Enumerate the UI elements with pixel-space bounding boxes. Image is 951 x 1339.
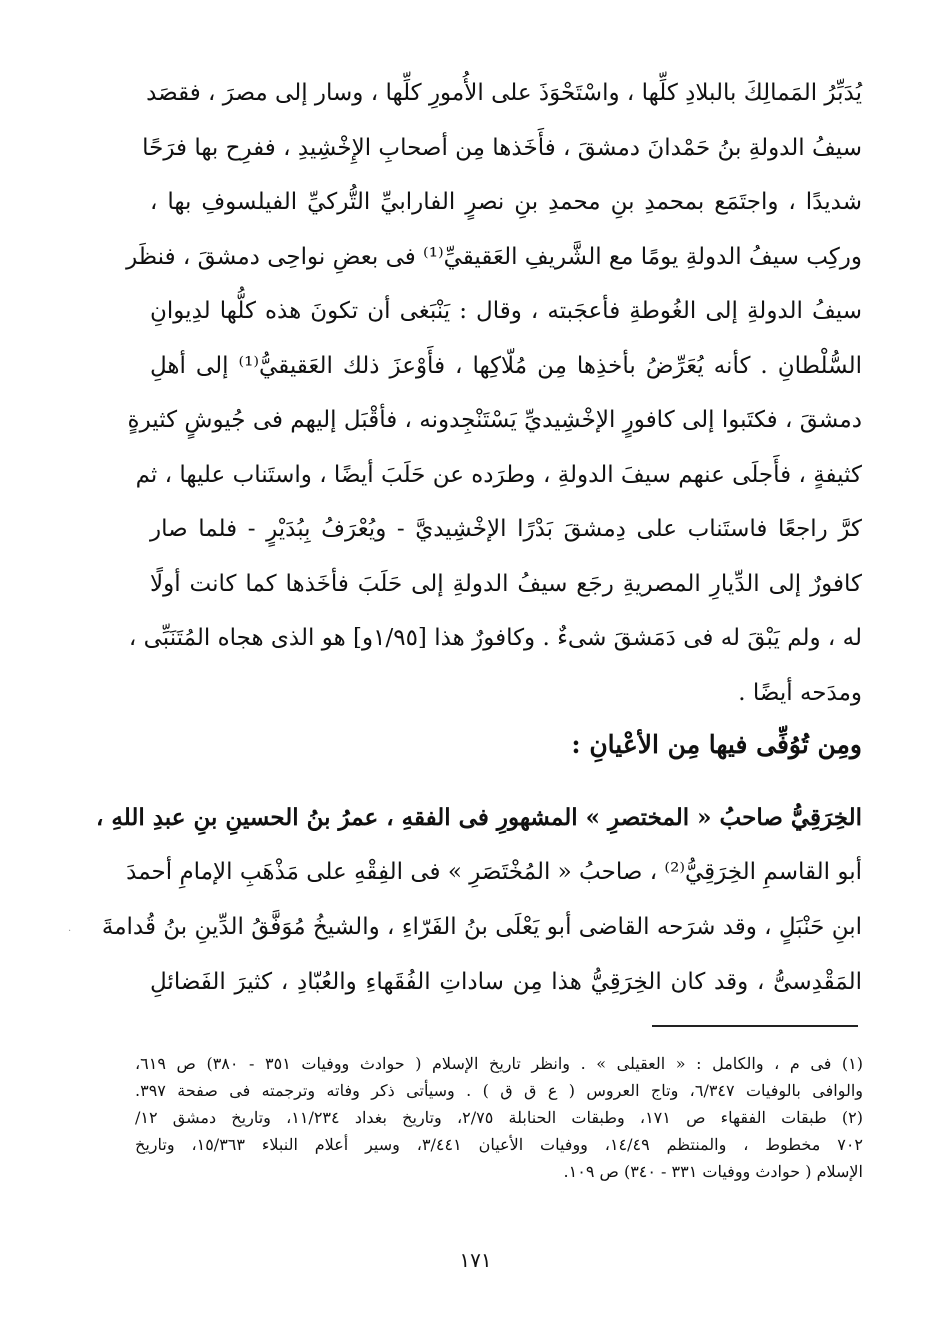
text-line: كثيفةٍ ، فأَجلَى عنهم سيفَ الدولةِ ، وطرَده عن حَلَبَ أيضًا ، واستَناب عليها ، ثم [135,461,862,488]
footnote-line: والوافى بالوفيات ٦/٣٤٧، وتاج العروس ( ع ق ق ) . وسيأتى ذكر وفاته وترجمته فى صفحة ٣٩٧. [135,1081,863,1100]
footnote-line: ٧٠٢ مخطوط ، والمنتظم ١٤/٤٩، ووفيات الأعيان ٣/٤٤١، وسير أعلام النبلاء ١٥/٣٦٣، وتاريخ [135,1135,863,1154]
text-line: يُدَبِّرُ المَمالِكَ بالبلادِ كلِّها ، واسْتَحْوَذَ على الأُمورِ كلِّها ، وسار إلى مصرَ ، فقصَد [146,80,862,106]
footnote-separator [652,1025,858,1027]
scan-speck: · [68,926,72,937]
text-line: سيفُ الدولةِ بنُ حَمْدانَ دمشقَ ، فأَخَذها مِن أصحابِ الإِخْشِيدِ ، ففرِح بها فرَحًا [142,134,862,161]
text-line: دمشقَ ، فكتَبوا إلى كافورٍ الإخْشِيديِّ يَسْتَنْجِدونه ، فأقْبَل إليهم فى جُيوشٍ كثيرةٍ [127,407,862,433]
entry-text-line: أبو القاسمِ الخِرَقِيُّ⁽²⁾ ، صاحبُ « المُخْتَصَرِ » فى الفِقْهِ على مَذْهَبِ الإمامِ أحمدَ [126,859,862,885]
footnote-line: (٢) طبقات الفقهاء ص ١٧١، وطبقات الحنابلة ٢/٧٥، وتاريخ بغداد ١١/٢٣٤، وتاريخ دمشق ١٢/ [135,1108,864,1127]
entry-text-line: ابنِ حَنْبَلٍ ، وقد شرَحه القاضى أبو يَعْلَى بنُ الفَرّاءِ ، والشيخُ مُوَفَّقُ الدِّينِ بنُ قُدامةَ [101,914,862,940]
section-heading: ومِن تُوُفِّى فيها مِن الأعْيانِ : [571,730,862,759]
entry-text-line: المَقْدِسىُّ ، وقد كان الخِرَقِيُّ هذا مِن ساداتِ الفُقَهاءِ والعُبّادِ ، كثيرَ الفَضائلِ [150,969,862,995]
page-number: ١٧١ [459,1248,492,1272]
text-line: السُّلْطانِ . كأنه يُعَرِّضُ بأخذِها مِن مُلّاكِها ، فأَوْعزَ ذلك العَقيقيُّ⁽¹⁾ إلى أهلِ [150,352,862,379]
footnote-line: الإسلام ( حوادث ووفيات ٣٣١ - ٣٤٠) ص ١٠٩. [563,1162,863,1181]
entry-title-line: الخِرَقِيُّ صاحبُ « المختصرِ » المشهورِ فى الفقهِ ، عمرُ بنُ الحسينِ بنِ عبدِ اللهِ ، [95,804,862,831]
text-line: وركِب سيفُ الدولةِ يومًا مع الشَّريفِ العَقيقيِّ⁽¹⁾ فى بعضِ نواحِى دمشقَ ، فنظَر [126,243,862,270]
footnote-line: (١) فى م ، والكامل : « العقيلى » . وانظر تاريخ الإسلام ( حوادث ووفيات ٣٥١ - ٣٨٠) ص ٦١٩، [135,1054,864,1073]
text-line: كرَّ راجعًا فاستَناب على دِمشقَ بَدْرًا الإخْشِيديَّ - ويُعْرَفُ بِبُدَيْرٍ - فلما صار [150,516,862,542]
main-text-block [126,66,862,720]
text-line: سيفُ الدولةِ إلى الغُوطةِ فأعجَبته ، وقال : يَنْبَغى أن تكونَ هذه كلُّها لدِيوانِ [150,298,862,324]
footnotes [135,1050,863,1185]
text-line: ومدَحه أيضًا . [738,679,862,706]
text-line: كافورٌ إلى الدِّيارِ المصريةِ رجَع سيفُ الدولةِ إلى حَلَبَ فأخَذها كما كانت أولًا [150,570,862,597]
text-line: شديدًا ، واجتَمَع بمحمدِ بنِ محمدِ بنِ نصرٍ الفارابيِّ التُّركيِّ الفيلسوفِ بها ، [150,189,862,215]
text-line: له ، ولم يَبْقَ له فى دَمَشقَ شىءٌ . وكافورٌ هذا [١/٩٥و] هو الذى هجاه المُتَنَبِّى ، [128,625,862,651]
biography-entry [95,790,862,1010]
